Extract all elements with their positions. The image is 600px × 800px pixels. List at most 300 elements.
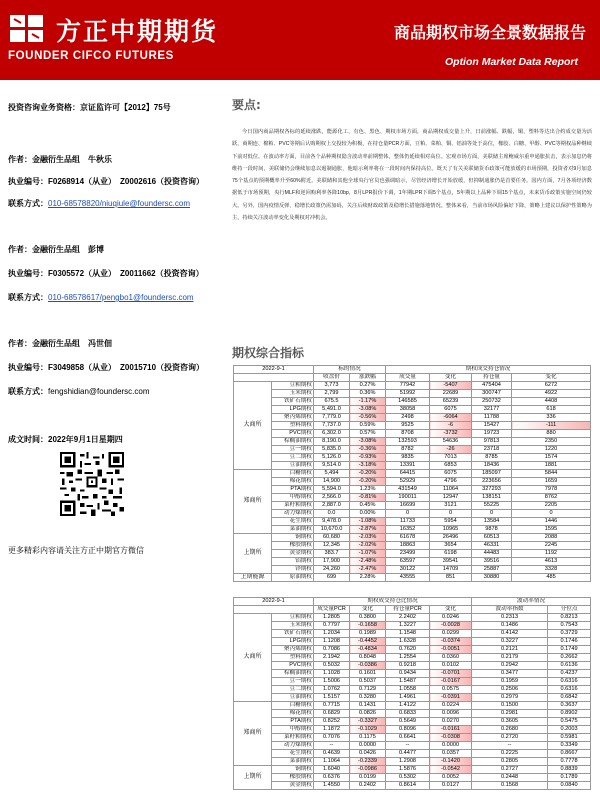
value-cell: 0.4237 [548,670,591,678]
option-name-cell: 菜油期权 [272,526,314,534]
value-cell: 65239 [430,398,472,406]
value-cell: 46331 [472,542,512,550]
value-cell: 0.2727 [472,766,548,774]
value-cell: 18863 [386,542,430,550]
header-pcr: 期权成交持仓比情况 [314,598,472,606]
value-cell: 16352 [386,526,430,534]
value-cell: 5,835.0 [314,446,350,454]
value-cell: 8785 [472,454,512,462]
value-cell: 2.2402 [386,614,430,622]
value-cell: -0.0161 [430,726,472,734]
table-row [234,486,591,494]
value-cell: 0.2313 [472,614,548,622]
value-cell: 54636 [430,438,472,446]
value-cell: 190011 [386,494,430,502]
value-cell: 0.3477 [472,670,548,678]
option-name-cell: 豆粕期权 [272,382,314,390]
value-cell: 4922 [512,390,591,398]
value-cell: -5407 [430,382,472,390]
value-cell: 2,887.0 [314,502,350,510]
value-cell: -0.1029 [350,726,386,734]
value-cell: 5,491.0 [314,406,350,414]
value-cell: 18436 [472,462,512,470]
value-cell: 0.0826 [350,710,386,718]
value-cell: 0.0246 [430,614,472,622]
value-cell: 8708 [386,430,430,438]
value-cell: 2,799 [314,390,350,398]
option-name-cell: 橡胶期权 [272,542,314,550]
value-cell: 1.1064 [314,758,350,766]
value-cell: -2.48% [350,558,386,566]
value-cell: 0.0096 [430,710,472,718]
table-date: 2022-9-1 [234,366,314,374]
value-cell: 0.0052 [430,774,472,782]
author-1-contact [8,198,190,209]
option-name-cell: 甲醇期权 [272,494,314,502]
value-cell: -1.08% [350,518,386,526]
option-name-cell: 豆油期权 [272,462,314,470]
table-row [234,574,591,582]
table-row [234,638,591,646]
value-cell: 0.7778 [548,758,591,766]
header-volatility: 波动率情况 [472,598,591,606]
value-cell: -0.0701 [430,670,472,678]
value-cell: 9525 [386,422,430,430]
value-cell: 1.5157 [314,694,350,702]
value-cell: -0.2339 [350,758,386,766]
table-row [234,430,591,438]
value-cell: 327293 [472,486,512,494]
value-cell: 44483 [472,550,512,558]
value-cell: 8,190.0 [314,438,350,446]
exchange-cell: 郑商所 [234,470,272,534]
value-cell: 5844 [512,470,591,478]
value-cell: 0.2680 [472,726,548,734]
value-cell: 0.2979 [472,694,548,702]
option-name-cell: 甲醇期权 [272,726,314,734]
value-cell: 10965 [430,526,472,534]
value-cell: 14,900 [314,478,350,486]
value-cell: 6853 [430,462,472,470]
value-cell: 11064 [430,486,472,494]
value-cell: 0.2179 [472,654,548,662]
value-cell: 185097 [472,470,512,478]
col-oi: 持仓量 [472,374,512,382]
value-cell: 5954 [430,518,472,526]
value-cell: 10,670.0 [314,526,350,534]
logo-mark-icon [8,13,46,45]
value-cell: 17,900 [314,558,350,566]
table-row [234,662,591,670]
option-name-cell: 塑料期权 [272,654,314,662]
value-cell: -111 [512,422,591,430]
value-cell: 0.2662 [548,654,591,662]
value-cell: 60513 [472,534,512,542]
value-cell: 0.6641 [386,734,430,742]
option-name-cell: 聚丙烯期权 [272,646,314,654]
value-cell: 336 [512,414,591,422]
table-row [234,622,591,630]
value-cell: 0.8096 [386,726,430,734]
value-cell: 7013 [430,454,472,462]
table-row [234,670,591,678]
value-cell: 132593 [386,438,430,446]
table-row [234,438,591,446]
option-name-cell: 铁矿石期权 [272,398,314,406]
table-row [234,462,591,470]
option-name-cell: 铁矿石期权 [272,630,314,638]
value-cell: 1.2805 [314,614,350,622]
value-cell: 675.5 [314,398,350,406]
value-cell: 1.4550 [314,782,350,790]
table-row [234,502,591,510]
value-cell: 4613 [512,558,591,566]
value-cell: 26496 [430,534,472,542]
value-cell: 9,478.0 [314,518,350,526]
value-cell: 0.5302 [386,774,430,782]
table-row [234,686,591,694]
value-cell: 0.0102 [430,662,472,670]
value-cell: 0.4142 [472,630,548,638]
value-cell: 0.3729 [548,630,591,638]
report-title: 商品期权市场全景数据报告 [393,23,586,42]
value-cell: 32177 [472,406,512,414]
table-row [234,534,591,542]
contact-label: 联系方式： [8,293,48,302]
value-cell: 0.3800 [350,614,386,622]
value-cell: 618 [512,406,591,414]
value-cell: -3.08% [350,406,386,414]
value-cell: 0.1789 [548,774,591,782]
value-cell: 2350 [512,438,591,446]
author-2-name: 作者：金融衍生品组 彭博 [8,245,104,254]
value-cell: 12,345 [314,542,350,550]
option-name-cell: 玉米期权 [272,622,314,630]
option-name-cell: 铜期权 [272,534,314,542]
value-cell: -2.87% [350,526,386,534]
option-name-cell: 橡胶期权 [272,774,314,782]
value-cell: 0.0299 [430,630,472,638]
value-cell: 0.7129 [350,686,386,694]
value-cell: 0.0127 [430,782,472,790]
table-row [234,542,591,550]
value-cell: 0.7086 [314,646,350,654]
option-name-cell: PVC期权 [272,430,314,438]
value-cell: 223656 [472,478,512,486]
value-cell: 1.5487 [386,678,430,686]
value-cell: 0.2225 [472,750,548,758]
value-cell: 16699 [386,502,430,510]
value-cell: 0.4477 [386,750,430,758]
table-row [234,510,591,518]
value-cell: 4796 [430,478,472,486]
value-cell: -0.0386 [350,662,386,670]
report-date: 成文时间：2022年9月1日星期四 [8,435,123,444]
value-cell: 0.6829 [314,710,350,718]
exchange-cell: 上期所 [234,766,272,790]
value-cell: 0.4639 [314,750,350,758]
col-volume-change: 变化 [430,374,472,382]
value-cell: 2,566.0 [314,494,350,502]
value-cell: 0.27% [350,382,386,390]
value-cell: 19723 [472,430,512,438]
value-cell: 0.3349 [548,742,591,750]
value-cell: 0.7797 [314,622,350,630]
value-cell: 0.5475 [548,718,591,726]
value-cell: 475404 [472,382,512,390]
table-row [234,422,591,430]
value-cell: 0.00% [350,510,386,518]
option-name-cell: 棕榈油期权 [272,670,314,678]
table-header-row [234,598,591,606]
option-name-cell: 锌期权 [272,566,314,574]
value-cell: 0.6376 [314,774,350,782]
value-cell: 0 [512,510,591,518]
value-cell: 0.0575 [430,686,472,694]
value-cell: -2.03% [350,534,386,542]
value-cell: 0 [386,510,430,518]
value-cell: 3654 [430,542,472,550]
value-cell: 0.45% [350,502,386,510]
value-cell: 0.2402 [350,782,386,790]
value-cell: 39541 [430,558,472,566]
table-row [234,734,591,742]
value-cell: -0.1658 [350,622,386,630]
value-cell: 2245 [512,542,591,550]
value-cell: 0.9434 [386,670,430,678]
header-options: 期权成交持仓情况 [386,366,591,374]
logo-chinese: 方正中期期货 [56,17,219,46]
col-volume: 成交量 [386,374,430,382]
value-cell: 5,494 [314,470,350,478]
value-cell: 0.0426 [350,750,386,758]
table-row [234,558,591,566]
contact-label: 联系方式： [8,199,48,208]
contact-label: 联系方式： [8,387,48,396]
value-cell: 1.0558 [386,686,430,694]
value-cell: -0.20% [350,478,386,486]
option-name-cell: 豆二期权 [272,454,314,462]
option-name-cell: 聚丙烯期权 [272,414,314,422]
option-name-cell: 动力煤期权 [272,510,314,518]
value-cell: 9,514.0 [314,462,350,470]
value-cell: 1595 [512,526,591,534]
value-cell: 0.36% [350,390,386,398]
col-oi-pcr: 持仓量PCR [386,606,430,614]
table-row [234,398,591,406]
value-cell: 6075 [430,406,472,414]
value-cell: 0.5649 [386,718,430,726]
option-name-cell: 菜籽粕期权 [272,734,314,742]
value-cell: 0.2720 [472,734,548,742]
author-2-contact [8,292,194,303]
exchange-cell: 郑商所 [234,702,272,766]
exchange-cell: 大商所 [234,382,272,470]
table-header-row [234,374,591,382]
value-cell: 43555 [386,574,430,582]
table-row [234,678,591,686]
value-cell: -0.0167 [430,678,472,686]
value-cell: 3121 [430,502,472,510]
value-cell: 1.4122 [386,702,430,710]
author-1-email-link[interactable]: 010-68578820/niuqiule@foundersc.com [48,199,190,208]
value-cell: 15427 [472,422,512,430]
value-cell: 0.2003 [548,726,591,734]
value-cell: 77942 [386,382,430,390]
value-cell: 5,126.0 [314,454,350,462]
value-cell: -2.47% [350,566,386,574]
value-cell: 8782 [386,446,430,454]
value-cell: 1.1208 [314,638,350,646]
value-cell: 0.0199 [350,774,386,782]
option-name-cell: PTA期权 [272,486,314,494]
value-cell: 0.8667 [548,750,591,758]
value-cell: 1.1028 [314,670,350,678]
table-row [234,454,591,462]
value-cell: -- [314,742,350,750]
author-3-name: 作者：金融衍生品组 冯世佃 [8,339,112,348]
summary-paragraph: 今日国内商品期权各标的延续涨跌，能源化工、有色、黑色、期权市场方面，商品期权成交量上升，日前涨幅、跌幅，铜、塑料等达出合约成交量为活跃，商期连、棉粕、PVC等期后认购期权上交投较为积极，在持仓量PCR方面，豆粕、菜粕、铜、铝油等处于高位，橡胶、白糖、甲醇、PVC等期权品种继续下前对低位，在波动率方面，目前各个品种期权隐含波动率前期整体，整体仍延续相对高位。宏观市场方面，美联储主席鲍威尔重申通胀抗击，表示加息仍将维持一段时间，美联储仍会继续加息以遏制通胀，他暗示利率将在一段时间内保持高位。既天了有关美联储货币政策可能放缓的市场预期，投资者对9月加息75个基点的预期概率升至60%附近。美联储和其他全球央行官员也强调暗示，尽管经济增长开始放缓，但抑制通胀仍是首要任务。国内方面，7月各项经济数据低于市场预期，央行MLF和逆回购利率各降10bp，8月LPR报价下调，1年期LPR下调5个基点，5年期以上品种下调15个基点，未来货币政策实施空间仍较大。另外，国内疫情反弹，稳增长政策仍需加码，关注后续财政政策及稳增长措施落地情况。整体来看，当前市场风险偏好下降，策略上建议以保护性策略为主，持续关注波动率变化及期权对冲机会。 [232,129,592,222]
value-cell: 0.0357 [430,750,472,758]
option-name-cell: 塑料期权 [272,422,314,430]
option-name-cell: 白糖期权 [272,702,314,710]
option-name-cell: 菜籽粕期权 [272,502,314,510]
table-header-row [234,606,591,614]
value-cell: 0.1500 [472,702,548,710]
pcr-volatility-table [233,597,591,790]
table-row [234,406,591,414]
col-vol-index: 波动率指数 [472,606,548,614]
value-cell: 0.2942 [472,662,548,670]
value-cell: 0.2506 [472,686,548,694]
value-cell: 0.3227 [472,638,548,646]
header-blank [234,606,314,614]
value-cell: 1220 [512,446,591,454]
value-cell: -0.36% [350,446,386,454]
table-row [234,630,591,638]
value-cell: 851 [430,574,472,582]
value-cell: 0.1601 [350,670,386,678]
value-cell: -- [386,742,430,750]
value-cell: 30122 [386,566,430,574]
main-content [232,96,592,360]
value-cell: 30880 [472,574,512,582]
header-blank [234,374,314,382]
value-cell: 880 [512,430,591,438]
table-row [234,702,591,710]
option-name-cell: 豆一期权 [272,678,314,686]
table-header-row [234,366,591,374]
table-row [234,390,591,398]
value-cell: 0.3280 [350,694,386,702]
value-cell: 6198 [430,550,472,558]
value-cell: 5,594.0 [314,486,350,494]
value-cell: 9835 [386,454,430,462]
value-cell: 23499 [386,550,430,558]
value-cell: 0.0 [314,510,350,518]
value-cell: 0.6136 [548,662,591,670]
report-subtitle: Option Market Data Report [444,56,578,68]
option-name-cell: PTA期权 [272,718,314,726]
value-cell: 0.5032 [314,662,350,670]
value-cell: -0.0391 [430,694,472,702]
value-cell: -1.07% [350,550,386,558]
value-cell: 11788 [472,414,512,422]
option-name-cell: 棕榈油期权 [272,438,314,446]
value-cell: 2088 [512,534,591,542]
value-cell: 383.7 [314,550,350,558]
value-cell: 11733 [386,518,430,526]
value-cell: 4408 [512,398,591,406]
author-2-email-link[interactable]: 010-68578617/pengbo1@foundersc.com [48,293,194,302]
table-row [234,654,591,662]
value-cell: 1.2034 [314,630,350,638]
table-row [234,526,591,534]
value-cell: 0.8213 [548,614,591,622]
value-cell: 23718 [472,446,512,454]
value-cell: 2205 [512,502,591,510]
table-body [234,614,591,790]
option-name-cell: 豆一期权 [272,446,314,454]
value-cell: 0.7543 [548,622,591,630]
value-cell: 13584 [472,518,512,526]
value-cell: 0.0270 [430,718,472,726]
value-cell: 250732 [472,398,512,406]
value-cell: 1.0762 [314,686,350,694]
value-cell: -0.4834 [350,646,386,654]
option-name-cell: 铝期权 [272,558,314,566]
value-cell: -6064 [430,414,472,422]
value-cell: 0.1568 [472,782,548,790]
table-date: 2022-9-1 [234,598,314,606]
table-row [234,758,591,766]
wechat-qr-code-icon [60,452,124,516]
value-cell: 25887 [472,566,512,574]
value-cell: 0 [430,510,472,518]
value-cell: 0.9218 [386,662,430,670]
col-volume-pcr: 成交量PCR [314,606,350,614]
value-cell: 0.8839 [548,766,591,774]
value-cell: 0.2805 [472,758,548,766]
col-oi-change: 变化 [512,374,591,382]
author-3-email[interactable]: fengshidian@foundersc.com [48,387,150,396]
value-cell: 0 [472,510,512,518]
underlying-volume-table [233,365,591,582]
value-cell: 0.5037 [350,678,386,686]
value-cell: 0.7715 [314,702,350,710]
table-row [234,646,591,654]
table-row [234,742,591,750]
value-cell: 6272 [512,382,591,390]
value-cell: 3,773 [314,382,350,390]
table-row [234,774,591,782]
value-cell: -- [472,742,548,750]
value-cell: 39516 [472,558,512,566]
value-cell: 7978 [512,486,591,494]
value-cell: 1446 [512,518,591,526]
value-cell: -0.4452 [350,638,386,646]
option-name-cell: 棉花期权 [272,478,314,486]
value-cell: 2.1942 [314,654,350,662]
author-2-cert: 执业编号：F0305572（从业） Z0011662（投资咨询） [8,269,204,278]
value-cell: 0.6316 [548,678,591,686]
value-cell: -6 [430,422,472,430]
value-cell: -0.93% [350,454,386,462]
value-cell: 60,680 [314,534,350,542]
value-cell: 0.6833 [386,710,430,718]
value-cell: -0.0374 [430,638,472,646]
option-name-cell: 菜油期权 [272,758,314,766]
